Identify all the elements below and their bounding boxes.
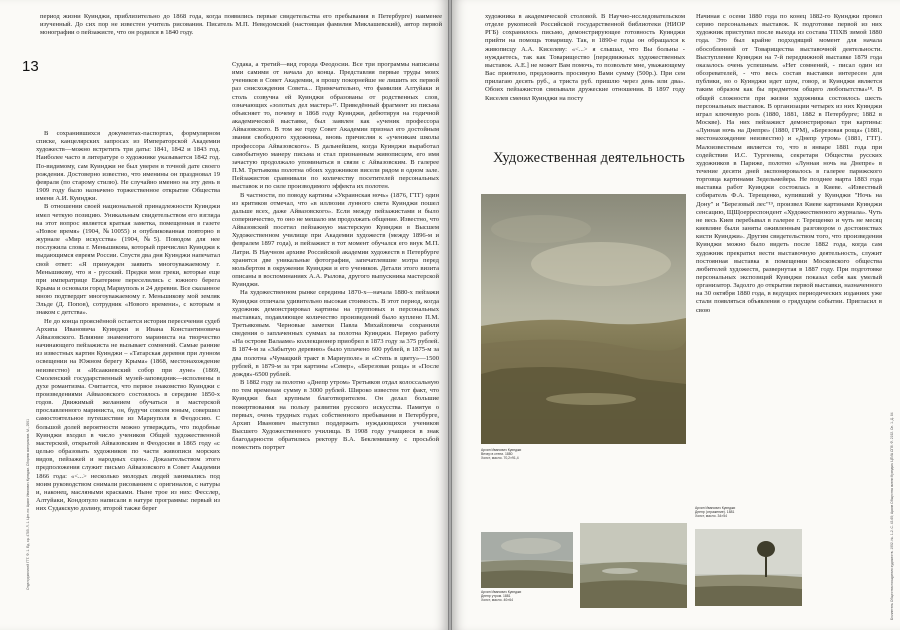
left-column-1 [36, 130, 220, 626]
painting-image [695, 529, 802, 606]
left-column-2 [232, 61, 439, 626]
caption-main: Архип Иванович Куинджи Вечер в степи. 1880 Холст, масло. 70,2×91,4 [481, 448, 522, 461]
right-page [452, 0, 900, 630]
painting-dnieper-morning [481, 532, 573, 588]
paragraph: художника в академической столовой. В Научно-исследовательском отделе рукописей Российской государственной библиотеки (НИОР РГБ) сохранилось письмо, демонстрирующее готовность Куинджи прийти на помощь товарищу. Так, в 1890-е годы он обращался к живописцу А.А. Киселеву: «<...> я слышал, что Вы больны - нуждаетесь, так как Товарищество [передвижных художественных выставок. А.Е.] не может Вам помочь, то позвольте мне, уважающему Вас приятелю, предложить просимую Вами сумму (500р.). При сем прилагаю десять руб., а триста руб. пришлю через день или два». Обоих пейзажистов связывали дружеские отношения. В 1897 году Киселев сменил Куинджи на посту [485, 13, 685, 102]
paragraph: В частности, по поводу картины «Украинская ночь» (1876, ГТГ) один из критиков отмечал, что «в иллюзии лунного света Куинджи пошел дальше всех, даже Айвазовского». Если между пейзажистами и было соперничество, то оно не мешало им продолжать общение. Известно, что Айвазовский посетил пейзажную мастерскую Куинджи в Высшем Художественном училище при Академии художеств (между 1896-м и февралем 1897 года), и пейзажист в тот момент обучался его внук М.П. Латри. В Научном архиве Российской академии художеств в Петербурге хранятся две уникальные фотографии, запечатлевшие мэтра перед мольбертом в окружении Куинджи и его учеников. Детали этого визита описаны в воспоминаниях А.А. Рылова, другого выпускника мастерской Куинджи. [232, 191, 439, 289]
top-paragraph: период жизни Куинджи, приблизительно до 1868 года, когда появились первые свидетельства его пребывания в Петербурге) наименее изученный. До сих пор не известен учитель рисования. Писатель М.П. Неведомский (настоящая фамилия Миклашевский), автор первой монографии о пейзажисте, что он родился в 1840 году. [40, 13, 442, 37]
painting-image [481, 532, 573, 588]
paragraph: В отношении своей национальной принадлежности Куинджи имел четкую позицию. Уникальным свидетельством его взгляда на этот вопрос является краткая заметка, помещенная в газете «Новое время» (1904, №10055) и опубликованная повторно в журнале «Мир искусства» (1904, №5). Поводом для нее послужила слова г. Меньшикова, который причислил Куинджи к выдающимся евреям России. Спустя два дня Куинджи напечатал свой ответ: «Я принужден заявить многоуважаемому г. Меньшикову, что я - русский. Предки мои греки, которые еще при императрице Екатерине переселились с южного берега Крыма и основали город Мариуполь и 24 деревни. Все сказанное мною подтвердит многоуважаемому г. Меньшикову мой земляк Эльде (Д. Попов), сотрудник «Нового времени», с которым я знаком с детства». [36, 203, 220, 317]
paragraph: Начиная с осени 1880 года по конец 1882-го Куинджи провел серию персональных выставок. К подготовке первой из них художник приступил после выхода из состава ТПХВ зимой 1880 года. Это был крайне подходящий момент для начала обособленной от Товарищества выставочной деятельности. Выступление Куинджи на 7-й передвижной выставке 1879 года оказалось очень успешным. «Нет сомнений, - писал один из обозревателей, - что весь состав выставки интересен для публики, но о Куинджи идет шум, говор, и Куинджи является таким образом как бы предметом общего любопытства»¹⁸. В общей сложности при жизни художника состоялось шесть персональных выставок. В организации четырех из них Куинджи играл ключевую роль (1880, 1881, 1882 в Петербурге; 1882 в Москве). На них пейзажист демонстрировал три картины: «Лунная ночь на Днепре» (1880, ГРМ), «Березовая роща» (1881, местонахождение неизвестно) и «Днепр утром» (1881, ГТГ). Малоизвестным является то, что в январе 1881 года при содействии И.С. Тургенева, секретаря Общества русских художников в Париже, полотно «Лунная ночь на Днепре» в течение десяти дней экспонировалось в галерее парижского торговца картинами Зедельмейера. Не позднее марта 1883 года выставка работ Куинджи состоялась в Киеве. «Известный собиратель Ф.А. Терещенко, купивший у Куинджи "Ночь на Дону" и "Березовый лес"¹⁹, произвел Киеве картинами Куинджи сенсацию, ЩЩоерреспондент «Художественного журнала». Чуть не весь Киев перебывал в галерее г. Терещенко и чуть не месяц киевляне были заняты оживленным разговором о достоинствах кисти Куинджи». Другим свидетельством того, что произведения Куинджи можно было видеть после 1882 года, когда сам художник прекратил вести выставочную деятельность, служит постоянная выставка в помещении Московского общества любителей художеств, развернутая в 1887 году. При подготовке персональных экспозиций Куинджи показал себя как умелый организатор. Задолго до открытия первой выставки, назначенного на 30 октября 1880 года, в ведущих периодических изданиях уже стали появляться объявления о грядущем событии. Пригласил в свою [696, 13, 882, 314]
painting-image [580, 523, 687, 608]
painting-image [481, 194, 686, 444]
right-column-1-top [485, 13, 685, 143]
paragraph: В 1882 году за полотно «Днепр утром» Третьяков отдал колоссальную по тем временам сумму в 3000 рублей. Широко известен тот факт, что Куинджи был крупным благотворителем. Он делал большие пожертвования на пользу развития русского искусства. Памятуя о первых, очень трудных годах собственного пребывания в Петербурге, Архип Иванович выступил поддержать нуждающихся учеников Высшего Художественного училища. В 1908 году учащиеся в знак благодарности обратились ректору В.А. Беклемишеву с просьбой поместить портрет [232, 379, 439, 452]
painting-lone-tree [695, 529, 802, 606]
paragraph: В сохранившихся документах-паспортах, формулярном списке, канцелярских запросах из Императорской Академии художеств—можно встретить три даты: 1841, 1842 и 1843 год. Наиболее часто в литературе о художнике указывается 1842 год. По-видимому, сам Куинджи не был уверен в точной дате своего рождения. Достоверно известно, что именины он праздновал 19 февраля (по старому стилю). Не случайно именно на эту день в 1909 году было назначено торжественное открытие Общества имени А.И. Куинджи. [36, 130, 220, 203]
right-side-note: Бюллетень Общества поощрения художеств. 1902. №. 1-2. С. 43-60; Архив Общества имени Куинджи. ЦГИА СПб. Ф. 2192. Оп. 1. Д. 84 [890, 412, 894, 620]
left-page [0, 0, 448, 630]
left-side-note: Отдел рукописей ГТГ. Ф. 1. Ед. хр. 4785. Л. 1. Цит. по: Архип Иванович Куинджи. Сборник материалов. М., 2001 [26, 419, 30, 590]
caption-small-1: Архип Иванович Куинджи Днепр утром. 1881 Холст, масло. 40×64 [481, 590, 522, 603]
painting-dnieper-reflection [580, 523, 687, 608]
paragraph: На художественном рынке середины 1870-х—начала 1880-х пейзажи Куинджи отличала удивительно высокая стоимость. В этот период, когда художник демонстрировал картины на групповых и персональных выставках, подавляющее количество произведений было куплено П.М. Третьяковым. Черновые заметки Павла Михайловича сохранили сведения о заплаченных суммах за полотна Куинджи. Первую работу «На острове Валааме» коллекционер приобрел в 1873 году за 375 рублей. В 1874-м за «Забытую деревню» было уплачено 600 рублей, в 1875-м за два полотна «Чумацкий тракт в Мариуполе» и «Степь в цвету»—1500 рублей, в 1879-м за три картины «Север», «Березовая роща» и «После дождя»-6500 рублей. [232, 289, 439, 378]
paragraph: Судака, а третий—вид города Феодосии. Все три программы написаны ими самими от начала до конца. Представляя первые труды моих учеников в Совет Академии, я прошу покорнейше не лишить их первой раз снисхождения Совета... Примечательно, что фамилия Алтуйаки и столь созвучна ей Куинджи образованы от родственных слов, означающих «золотых дел мастер»¹⁷. Приведённый фрагмент из письма объясняет то, почему в 1868 году Куинджи, дебютируя на годичной академической выставке, был заявлен как «ученик профессора Айвазовского. В том же году Совет Академии признал его достойным звания свободного художника, вновь причисляя к «ученикам школы профессора Айвазовского». В дальнейшем, когда Куинджи выработал самобытную манеру письма и стал признанным живописцем, его имя зачастую продолжало упоминаться в связи с Айвазовским. В галерее П.М. Третьякова полотна обоих художников висели рядом в одном зале. Пейзажистов сравнивали по количеству посетителей персональных выставок и по силе производимого эффекта их полотен. [232, 61, 439, 191]
paragraph: Не до конца прояснённой остается история пересечения судеб Архипа Ивановича Куинджи и Ивана Константиновича Айвазовского. Влияние знаменитого мариниста на творчество начинающего пейзажиста не вызывает сомнений. Самые ранние из известных картин Куинджи – «Татарская деревня при лунном освещении на Южном берегу Крыма» (1868, местонахождение неизвестно) и «Исаакиевский собор при луне» (1869, Смоленский государственный музей-заповедник—исполнены в духе романтизма. Считается, что первое знакомство Куинджи с произведениями Айвазовского состоялось в середине 1850-х годов. Движимый желанием обучаться в мастерской прославленного мариниста, он, будучи совсем юным, совершил самостоятельное путешествие из Мариуполя в Феодосию. С большой долей вероятности можно утверждать, что подобные Куинджи входил в число учеников Общей художественной мастерской, открытой Айвазовским в Феодосии в 1865 году «с целью образовать художников по части живописи морских видов, пейзажей и народных сцен». Доказательством этого предположения служит письмо Айвазовского в Совет Академии 1866 года: «<...> несколько молодых людей занимались под моим руководством снимали рисованием с оригиналов, с натуры и, наконец, масляными красками. Ныне трое из них: Фесслер, Алтуйаки, Кондопуло написали в натуре программы: первый из них Судакскую долину, второй также берег [36, 317, 220, 513]
caption-small-2: Архип Иванович Куинджи Днепр (отражение). 1881 Холст, масло. 34×54 [695, 506, 736, 519]
page-number: 13 [22, 58, 39, 75]
painting-evening-steppe [481, 194, 686, 444]
section-heading: Художественная деятельность [493, 150, 685, 166]
